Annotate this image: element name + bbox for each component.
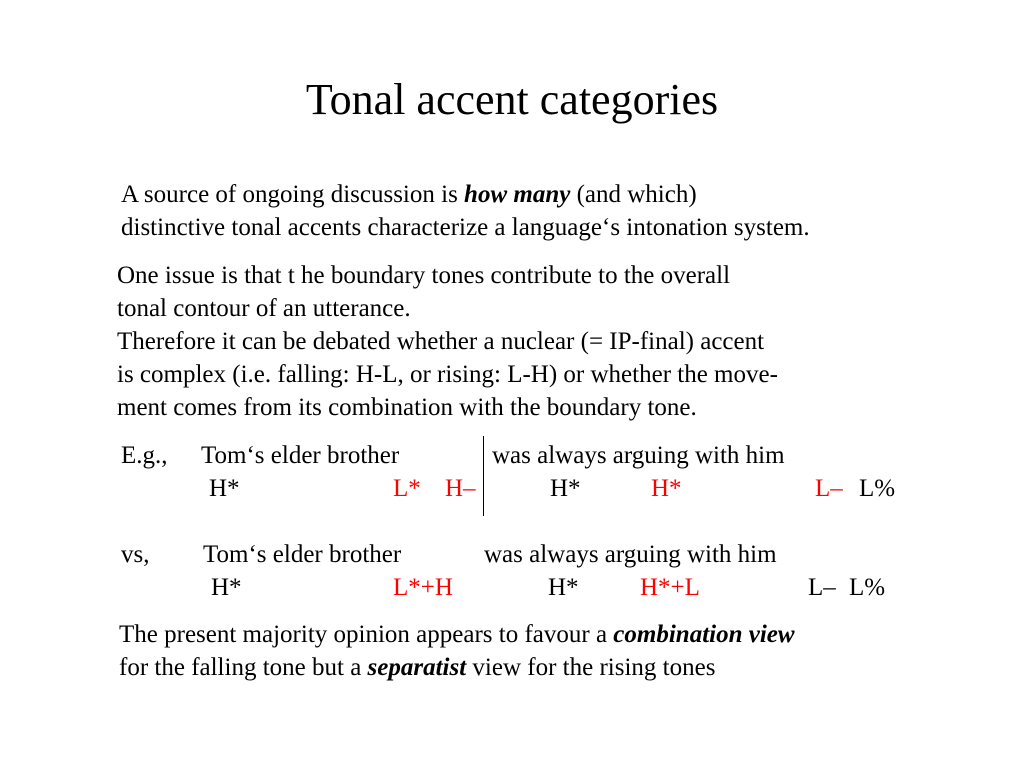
example1-prefix: E.g.,: [121, 442, 168, 469]
phrase-boundary-divider: [483, 436, 484, 516]
issue-line: tonal contour of an utterance.: [117, 295, 411, 322]
combination-view-emphasis: combination view: [613, 621, 795, 648]
issue-line: One issue is that t he boundary tones contribute to the overall: [117, 262, 731, 289]
example2-tone-highlight: L*+H: [393, 574, 453, 601]
conclusion-text: The present majority opinion appears to favour a: [119, 621, 614, 648]
example1-tone: H*: [550, 475, 581, 502]
example1-tone: L%: [859, 475, 896, 502]
intro-paragraph: [121, 178, 810, 244]
intro-line-1: [121, 178, 810, 211]
issue-paragraph: [117, 259, 778, 424]
example2-prefix: vs,: [121, 541, 150, 568]
example1-tone-highlight: L–: [815, 475, 843, 502]
example1-tone-highlight: L*: [393, 475, 421, 502]
conclusion-paragraph: [119, 618, 795, 684]
example2-tone: L%: [849, 574, 886, 601]
how-many-emphasis: how many: [464, 181, 571, 208]
intro-text: A source of ongoing discussion is: [121, 181, 465, 208]
intro-line-2: distinctive tonal accents characterize a language‘s intonation system.: [121, 214, 810, 241]
example1-phrase2: was always arguing with him: [492, 442, 785, 469]
issue-line: ment comes from its combination with the boundary tone.: [117, 394, 697, 421]
conclusion-text: for the falling tone but a: [119, 654, 368, 681]
issue-line: Therefore it can be debated whether a nuclear (= IP-final) accent: [117, 328, 765, 355]
example2-tone-highlight: H*+L: [640, 574, 700, 601]
issue-line: is complex (i.e. falling: H-L, or rising: L-H) or whether the move-: [117, 361, 778, 388]
intro-text: (and which): [570, 181, 697, 208]
example1-tone: H*: [209, 475, 240, 502]
example2-phrase1: Tom‘s elder brother: [203, 541, 402, 568]
example1-phrase1: Tom‘s elder brother: [201, 442, 400, 469]
example1-tone-highlight: H*: [651, 475, 682, 502]
example1-tone-highlight: H–: [445, 475, 476, 502]
conclusion-line-1: [119, 618, 795, 651]
example2-phrase2: was always arguing with him: [484, 541, 777, 568]
slide-title: Tonal accent categories: [305, 75, 719, 124]
conclusion-line-2: [119, 651, 795, 684]
example2-tone: H*: [548, 574, 579, 601]
example2-tone: L–: [808, 574, 836, 601]
example2-tone: H*: [211, 574, 242, 601]
conclusion-text: view for the rising tones: [466, 654, 716, 681]
separatist-emphasis: separatist: [367, 654, 467, 681]
